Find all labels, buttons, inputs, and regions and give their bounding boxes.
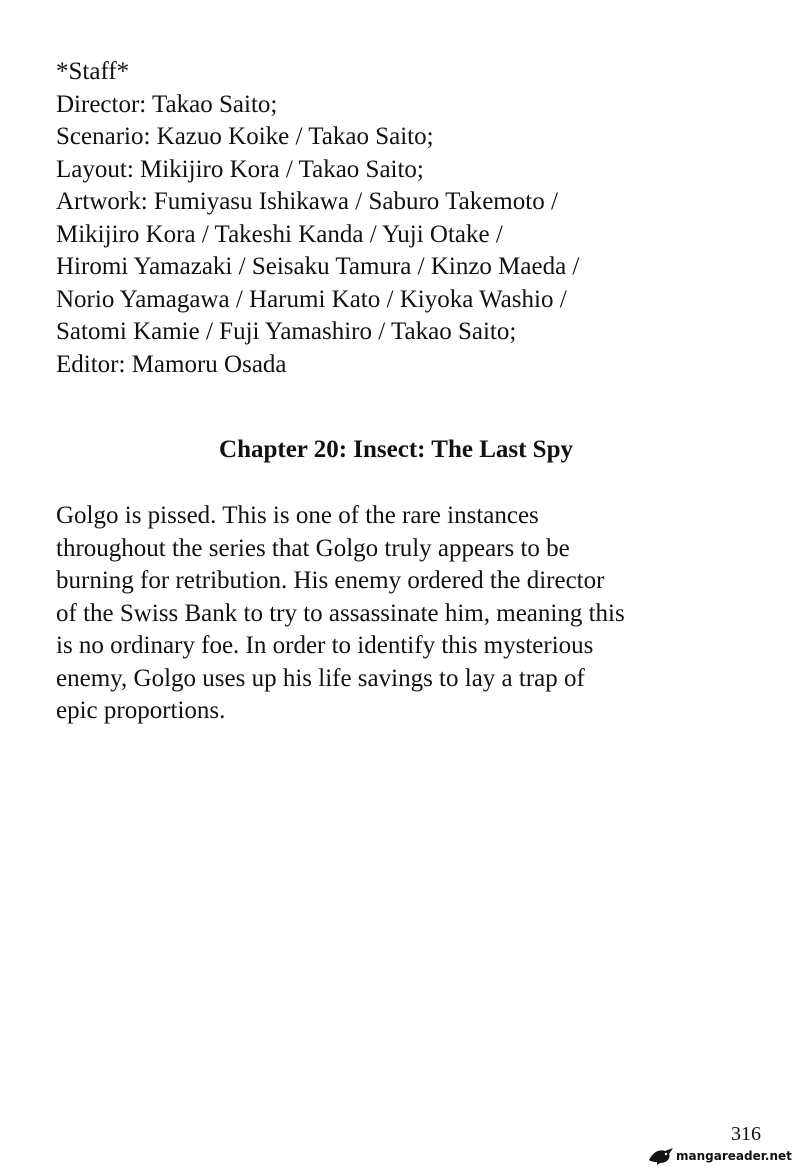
summary-line: Golgo is pissed. This is one of the rare instances (56, 502, 539, 529)
bird-logo-icon (648, 1146, 674, 1166)
watermark-text: mangareader.net (676, 1149, 792, 1163)
staff-line-artwork: Artwork: Fumiyasu Ishikawa / Saburo Takemoto / (56, 188, 558, 215)
staff-line-artwork-cont-4: Satomi Kamie / Fuji Yamashiro / Takao Saito; (56, 318, 517, 345)
staff-line-editor: Editor: Mamoru Osada (56, 350, 287, 378)
summary-line: enemy, Golgo uses up his life savings to lay a trap of (56, 664, 585, 692)
summary-line: of the Swiss Bank to try to assassinate him, meaning this (56, 599, 625, 627)
page-number: 316 (731, 1123, 761, 1145)
summary-line: epic proportions. (56, 697, 226, 724)
chapter-summary (56, 500, 756, 728)
staff-line-layout: Layout: Mikijiro Kora / Takao Saito; (56, 155, 424, 183)
staff-line-scenario: Scenario: Kazuo Koike / Takao Saito; (56, 123, 434, 150)
summary-line: burning for retribution. His enemy ordered the director (56, 567, 605, 594)
staff-credits (56, 56, 756, 381)
staff-line-artwork-cont-1: Mikijiro Kora / Takeshi Kanda / Yuji Otake / (56, 220, 503, 248)
staff-line-artwork-cont-3: Norio Yamagawa / Harumi Kato / Kiyoka Washio / (56, 285, 567, 313)
staff-heading: *Staff* (56, 58, 130, 85)
summary-line: is no ordinary foe. In order to identify this mysterious (56, 632, 594, 659)
summary-line: throughout the series that Golgo truly appears to be (56, 534, 570, 562)
staff-line-artwork-cont-2: Hiromi Yamazaki / Seisaku Tamura / Kinzo Maeda / (56, 253, 580, 280)
staff-line-director: Director: Takao Saito; (56, 90, 278, 118)
watermark (648, 1144, 798, 1168)
chapter-title: Chapter 20: Insect: The Last Spy (219, 436, 573, 463)
